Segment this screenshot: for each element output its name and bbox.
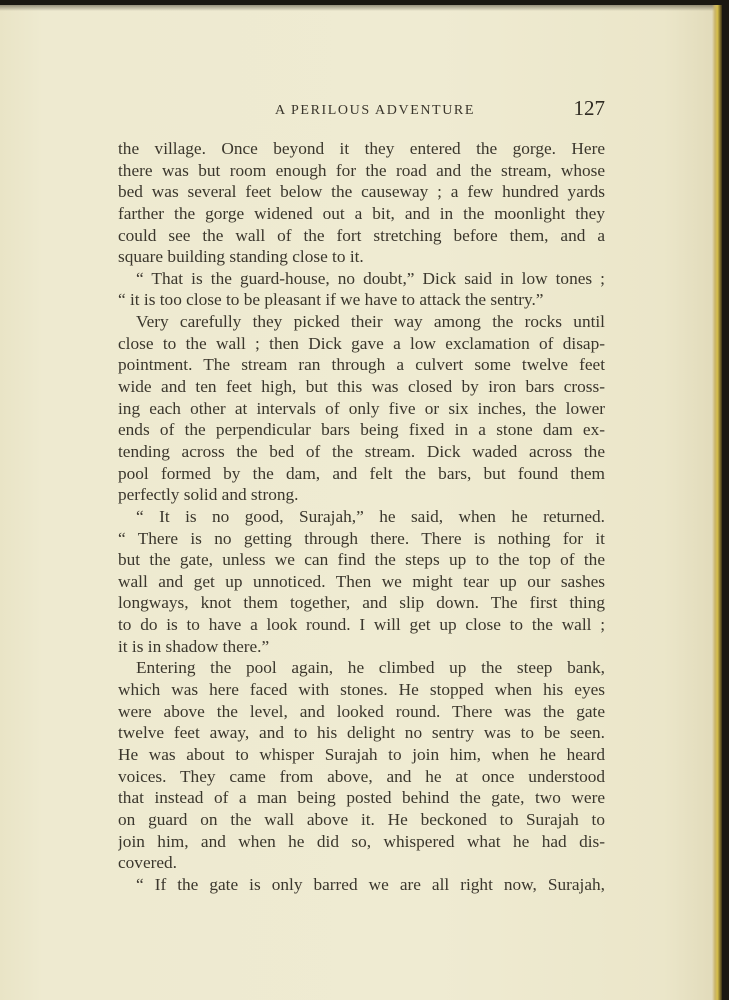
text-line: which was here faced with stones. He stopped when his eyes xyxy=(118,680,605,700)
text-line: close to the wall ; then Dick gave a low exclamation of disap- xyxy=(118,333,605,353)
gilt-page-edge xyxy=(712,5,722,1000)
body-text xyxy=(118,138,605,895)
text-line: voices. They came from above, and he at once understood xyxy=(118,766,605,786)
text-line: the village. Once beyond it they entered the gorge. Here xyxy=(118,139,605,158)
text-line: join him, and when he did so, whispered what he had dis- xyxy=(118,831,605,851)
text-line: ing each other at intervals of only five or six inches, the lower xyxy=(118,398,605,418)
text-line: ends of the perpendicular bars being fixed in a stone dam ex- xyxy=(118,420,605,440)
text-line: longways, knot them together, and slip down. The first thing xyxy=(118,593,605,613)
text-line: wall and get up unnoticed. Then we might tear up our sashes xyxy=(118,571,605,591)
text-line: were above the level, and looked round. There was the gate xyxy=(118,701,605,721)
text-line: there was but room enough for the road and the stream, whose xyxy=(118,160,605,180)
text-line: “ It is no good, Surajah,” he said, when he returned. xyxy=(136,506,605,526)
text-line: square building standing close to it. xyxy=(118,247,364,267)
text-line: “ If the gate is only barred we are all right now, Surajah, xyxy=(136,874,605,894)
running-head xyxy=(118,93,605,125)
chapter-title: A PERILOUS ADVENTURE xyxy=(275,103,476,118)
text-line: “ There is no getting through there. There is nothing for it xyxy=(118,528,605,548)
text-line: wide and ten feet high, but this was closed by iron bars cross- xyxy=(118,377,605,397)
page-top-shadow xyxy=(0,5,722,11)
text-line: perfectly solid and strong. xyxy=(118,485,299,505)
text-line: to do is to have a look round. I will get up close to the wall ; xyxy=(118,615,605,635)
text-line: “ it is too close to be pleasant if we have to attack the sentry.” xyxy=(118,290,544,310)
text-line: but the gate, unless we can find the steps up to the top of the xyxy=(118,550,605,570)
text-line: pool formed by the dam, and felt the bars, but found them xyxy=(118,463,605,483)
text-line: Entering the pool again, he climbed up the steep bank, xyxy=(136,658,605,678)
text-line: it is in shadow there.” xyxy=(118,636,270,656)
text-line: farther the gorge widened out a bit, and in the moonlight they xyxy=(118,203,605,223)
text-line: twelve feet away, and to his delight no sentry was to be seen. xyxy=(118,723,605,743)
text-line: tending across the bed of the stream. Dick waded across the xyxy=(118,441,605,461)
text-line: covered. xyxy=(118,853,178,873)
book-page xyxy=(0,5,722,1000)
text-line: pointment. The stream ran through a culvert some twelve feet xyxy=(118,355,605,375)
text-line: He was about to whisper Surajah to join him, when he heard xyxy=(118,744,605,764)
text-line: bed was several feet below the causeway ; a few hundred yards xyxy=(118,182,605,202)
text-line: Very carefully they picked their way among the rocks until xyxy=(136,312,605,332)
text-line: that instead of a man being posted behind the gate, two were xyxy=(118,788,605,808)
page-number: 127 xyxy=(573,96,605,120)
text-line: could see the wall of the fort stretching before them, and a xyxy=(118,225,605,245)
text-line: on guard on the wall above it. He beckoned to Surajah to xyxy=(118,809,605,829)
text-line: “ That is the guard-house, no doubt,” Dick said in low tones ; xyxy=(136,268,605,288)
